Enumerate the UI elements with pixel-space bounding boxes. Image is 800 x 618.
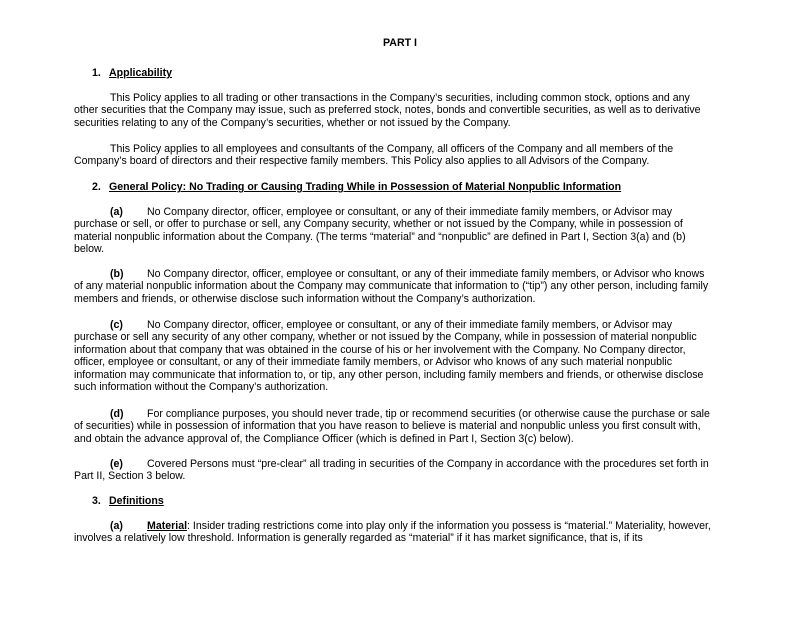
section-number: 1. [92, 67, 101, 79]
section-number: 3. [92, 495, 101, 507]
paragraph-text: This Policy applies to all employees and consultants of the Company, all officers of the Company and all members of the Company’s board of directors and their respective family members. This Policy also applies to all Advisors of the Company. [74, 143, 674, 168]
part-title: PART I [383, 37, 417, 49]
section-title: Applicability [109, 67, 172, 79]
clause-text: Covered Persons must “pre-clear” all trading in securities of the Company in accordance with the procedures set forth in Part II, Section 3 below. [74, 458, 709, 483]
section-2-clause-c [74, 319, 714, 393]
clause-label: (b) [110, 268, 124, 280]
section-3-clause-a [74, 520, 714, 545]
clause-text: No Company director, officer, employee or consultant, or any of their immediate family members, or Advisor who knows of any material nonpublic information about the Company may communicate that information to (“tip”) any other person, including family members and friends, or otherwise disclose such information without the Company’s authorization. [74, 268, 709, 305]
clause-label: (c) [110, 319, 123, 331]
clause-text: No Company director, officer, employee or consultant, or any of their immediate family members, or Advisor may purchase or sell any security of any other company, whether or not issued by the Company, while in possession of material nonpublic information about that company that was obtained in the course of his or her involvement with the Company. No Company director, officer, employee or consultant, or any of their immediate family members, or Advisor who knows of any such material nonpublic information may communicate that information to, or tip, any other person, including family members and friends, or otherwise disclose such information without the Company’s authorization. [74, 319, 704, 394]
section-title: Definitions [109, 495, 164, 507]
section-1-paragraph-2 [74, 143, 714, 168]
section-2-clause-e [74, 458, 714, 483]
clause-label: (a) [110, 520, 123, 532]
clause-text: No Company director, officer, employee or consultant, or any of their immediate family members, or Advisor may purchase or sell, or offer to purchase or sell, any Company security, whether or not issued by the Company, while in possession of material nonpublic information about the Company. (The terms “material” and “nonpublic” are defined in Part I, Section 3(a) and (b) below. [74, 206, 686, 256]
section-2-heading [92, 181, 621, 193]
section-1-paragraph-1 [74, 92, 714, 129]
clause-text: : Insider trading restrictions come into play only if the information you possess is “material.” Materiality, however, involves a relatively low threshold. Information is generally regarded as “material” if it has market significance, that is, if its [74, 520, 711, 545]
section-2-clause-a [74, 206, 714, 256]
defined-term: Material [147, 520, 188, 532]
clause-label: (e) [110, 458, 123, 470]
clause-label: (a) [110, 206, 123, 218]
section-3-heading [92, 495, 164, 507]
section-1-heading [92, 67, 172, 79]
section-2-clause-d [74, 408, 714, 445]
section-title: General Policy: No Trading or Causing Trading While in Possession of Material Nonpublic Information [109, 181, 622, 193]
section-number: 2. [92, 181, 101, 193]
clause-text: For compliance purposes, you should never trade, tip or recommend securities (or otherwise cause the purchase or sale of securities) while in possession of information that you have reason to believe is material and nonpublic unless you first consult with, and obtain the advance approval of, the Compliance Officer (which is defined in Part I, Section 3(c) below). [74, 408, 710, 445]
paragraph-text: This Policy applies to all trading or other transactions in the Company’s securities, including common stock, options and any other securities that the Company may issue, such as preferred stock, notes, bonds and convertible securities, as well as to derivative securities relating to any of the Company’s securities, whether or not issued by the Company. [74, 92, 701, 129]
section-2-clause-b [74, 268, 714, 305]
clause-label: (d) [110, 408, 124, 420]
